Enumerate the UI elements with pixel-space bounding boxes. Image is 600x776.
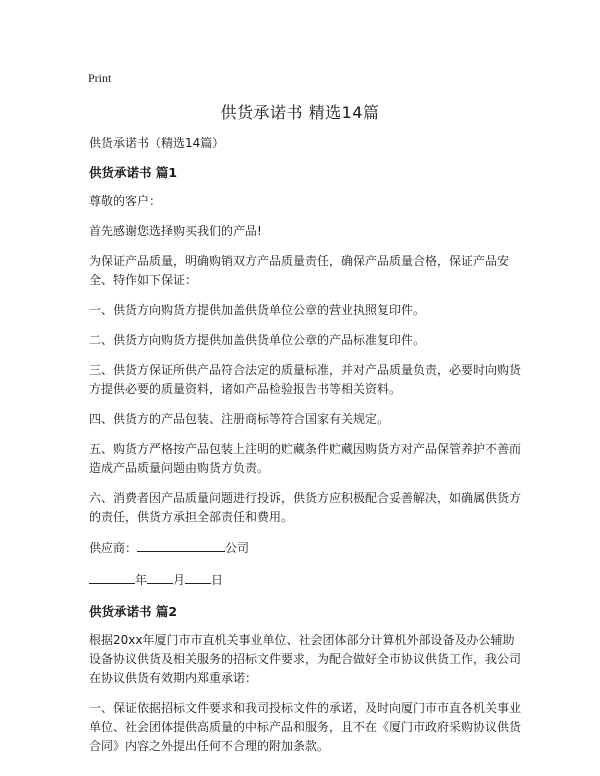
paragraph-thanks: 首先感谢您选择购买我们的产品! bbox=[89, 224, 262, 238]
day-label: 日 bbox=[211, 573, 224, 587]
print-link[interactable]: Print bbox=[88, 71, 112, 85]
supplier-signature-line bbox=[89, 538, 521, 558]
document-body bbox=[89, 134, 521, 767]
commitment-item-2: 二、供货方向购货方提供加盖供货单位公章的产品标准复印件。 bbox=[89, 333, 426, 347]
supplier-suffix: 公司 bbox=[225, 541, 250, 555]
month-blank bbox=[147, 570, 173, 584]
section-heading-2: 供货承诺书 篇2 bbox=[89, 604, 178, 619]
commitment-item-3: 三、供货方保证所供产品符合法定的质量标准，并对产品质量负责，必要时向购货方提供必要的质量资料，诸如产品检验报告书等相关资料。 bbox=[89, 363, 522, 396]
supplier-label: 供应商： bbox=[89, 541, 138, 555]
paragraph-intro: 为保证产品质量，明确购销双方产品质量责任，确保产品质量合格，保证产品安全、特作如下保证： bbox=[89, 254, 510, 287]
year-label: 年 bbox=[135, 573, 148, 587]
section-heading-1: 供货承诺书 篇1 bbox=[89, 165, 178, 180]
commitment-item-4: 四、供货方的产品包装、注册商标等符合国家有关规定。 bbox=[89, 412, 390, 426]
year-blank bbox=[89, 570, 135, 584]
document-subtitle: 供货承诺书（精选14篇） bbox=[89, 136, 225, 150]
commitment-item-5: 五、购货方严格按产品包装上注明的贮藏条件贮藏因购货方对产品保管养护不善而造成产品质量问题由购货方负责。 bbox=[89, 442, 522, 475]
supplier-name-blank bbox=[137, 538, 225, 552]
section2-paragraph-intro: 根据20xx年厦门市市直机关事业单位、社会团体部分计算机外部设备及办公辅助设备协议供货及相关服务的招标文件要求，为配合做好全市协议供货工作，我公司在协议供货有效期内郑重承诺： bbox=[89, 633, 522, 685]
document-title: 供货承诺书 精选14篇 bbox=[220, 103, 380, 122]
commitment-item-6: 六、消费者因产品质量问题进行投诉，供货方应积极配合妥善解决，如确属供货方的责任，供货方承担全部责任和费用。 bbox=[89, 491, 522, 524]
section2-commitment-item-1: 一、保证依据招标文件要求和我司投标文件的承诺，及时向厦门市市直各机关事业单位、社会团体提供高质量的中标产品和服务，且不在《厦门市政府采购协议供货合同》内容之外提出任何不合理的附加条款。 bbox=[89, 701, 522, 753]
month-label: 月 bbox=[173, 573, 186, 587]
salutation: 尊敬的客户： bbox=[89, 194, 162, 208]
day-blank bbox=[185, 570, 211, 584]
commitment-item-1: 一、供货方向购货方提供加盖供货单位公章的营业执照复印件。 bbox=[89, 303, 426, 317]
date-line bbox=[89, 570, 521, 590]
